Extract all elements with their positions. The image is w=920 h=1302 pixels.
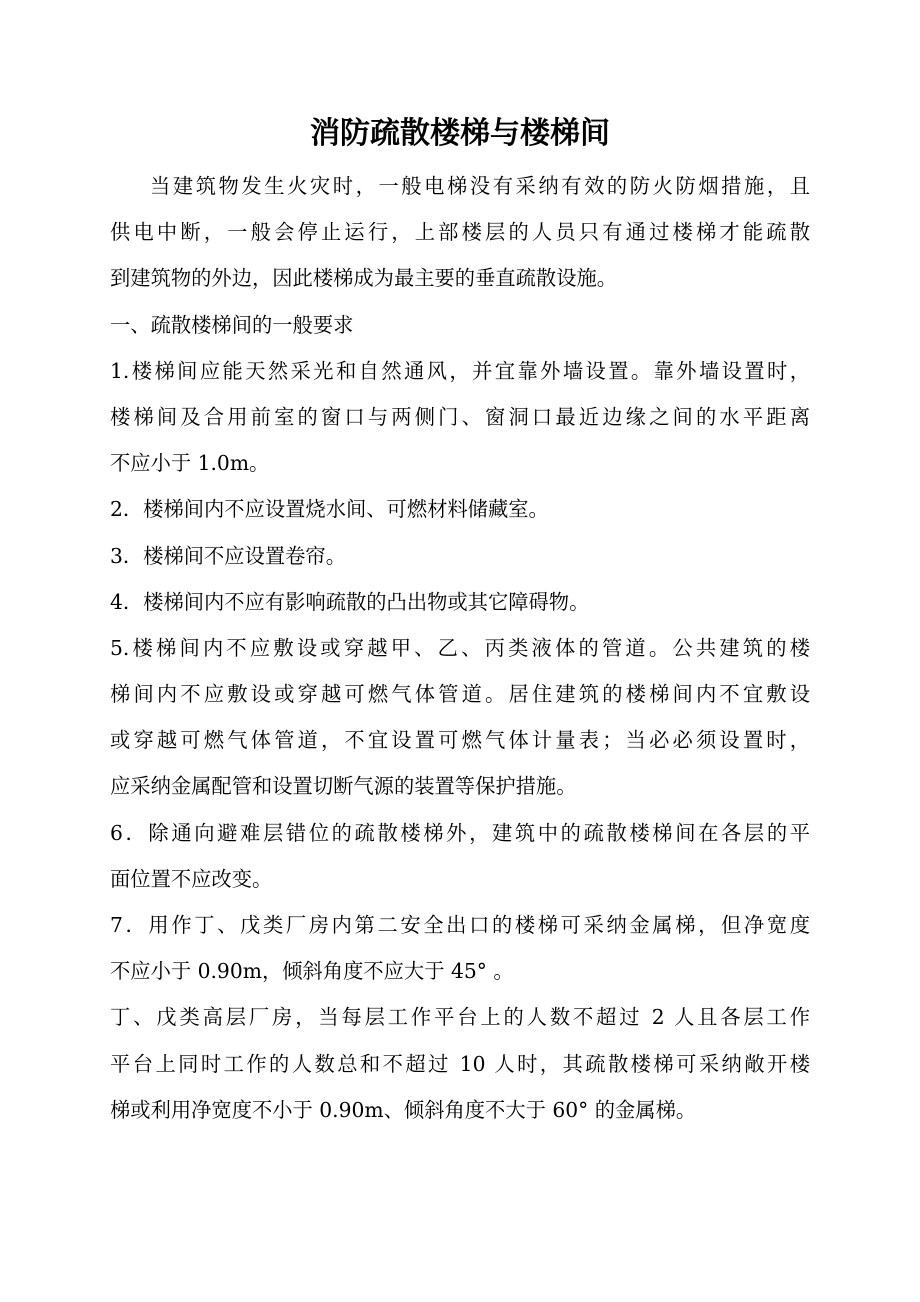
paragraph-line: 1.楼梯间应能天然采光和自然通风，并宜靠外墙设置。靠外墙设置时， — [110, 358, 810, 383]
document-body — [110, 163, 810, 1133]
paragraph-line: 3．楼梯间不应设置卷帘。 — [110, 543, 346, 568]
paragraph-line: 当建筑物发生火灾时，一般电梯没有采纳有效的防火防烟措施，且 — [150, 174, 810, 198]
paragraph-line: 平台上同时工作的人数总和不超过 10 人时，其疏散楼梯可采纳敞开楼 — [110, 1051, 810, 1076]
paragraph-line: 供电中断，一般会停止运行，上部楼层的人员只有通过楼梯才能疏散 — [110, 220, 810, 245]
paragraph-line: 丁、戊类高层厂房，当每层工作平台上的人数不超过 2 人且各层工作 — [110, 1005, 810, 1030]
paragraph-line: 6．除通向避难层错位的疏散楼梯外，建筑中的疏散楼梯间在各层的平 — [110, 820, 810, 845]
paragraph-line: 应采纳金属配管和设置切断气源的装置等保护措施。 — [110, 774, 577, 799]
paragraph-line: 不应小于 1.0m。 — [110, 451, 270, 476]
paragraph-line: 楼梯间及合用前室的窗口与两侧门、窗洞口最近边缘之间的水平距离 — [110, 404, 810, 429]
paragraph-line: 或穿越可燃气体管道，不宜设置可燃气体计量表；当必必须设置时， — [110, 728, 810, 753]
paragraph-line: 5.楼梯间内不应敷设或穿越甲、乙、丙类液体的管道。公共建筑的楼 — [110, 635, 810, 660]
paragraph-line: 2．楼梯间内不应设置烧水间、可燃材料储藏室。 — [110, 497, 549, 522]
paragraph-line: 一、疏散楼梯间的一般要求 — [110, 312, 354, 337]
paragraph-line: 梯间内不应敷设或穿越可燃气体管道。居住建筑的楼梯间内不宜敷设 — [110, 682, 810, 707]
paragraph-line: 梯或利用净宽度不小于 0.90m、倾斜角度不大于 60° 的金属梯。 — [110, 1097, 697, 1122]
paragraph-line: 不应小于 0.90m，倾斜角度不应大于 45° 。 — [110, 959, 514, 984]
paragraph-line: 到建筑物的外边，因此楼梯成为最主要的垂直疏散设施。 — [110, 266, 618, 291]
document-title: 消防疏散楼梯与楼梯间 — [310, 116, 610, 151]
paragraph-line: 4．楼梯间内不应有影响疏散的凸出物或其它障碍物。 — [110, 589, 590, 614]
paragraph-line: 7．用作丁、戊类厂房内第二安全出口的楼梯可采纳金属梯，但净宽度 — [110, 913, 810, 937]
paragraph-line: 面位置不应改变。 — [110, 866, 273, 891]
